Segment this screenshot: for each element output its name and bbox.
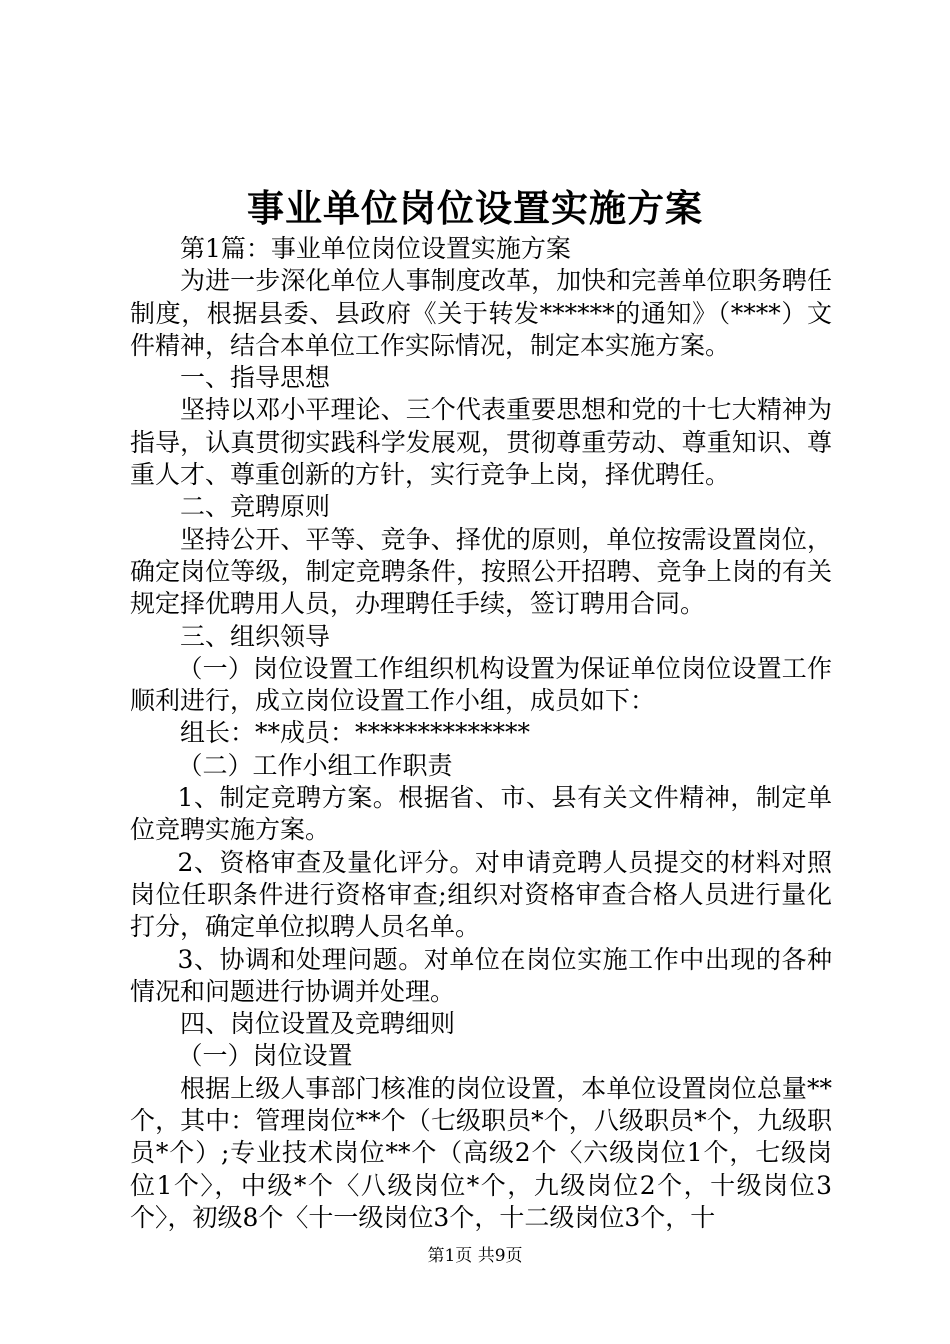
section-heading: 四、岗位设置及竞聘细则 <box>180 1009 456 1039</box>
body-paragraph: （一）岗位设置工作组织机构设置为保证单位岗位设置工作顺利进行，成立岗位设置工作小组，成员如下： <box>130 653 832 716</box>
body-paragraph: 2、资格审查及量化评分。对申请竞聘人员提交的材料对照岗位任职条件进行资格审查;组织对资格审查合格人员进行量化打分，确定单位拟聘人员名单。 <box>130 847 832 942</box>
body-paragraph: 3、协调和处理问题。对单位在岗位实施工作中出现的各种情况和问题进行协调并处理。 <box>130 944 832 1006</box>
body-paragraph: 根据上级人事部门核准的岗位设置，本单位设置岗位总量**个，其中：管理岗位**个（七级职员*个，八级职员*个，九级职员*个）;专业技术岗位**个（高级2个〈六级岗位1个，七级岗位1个〉，中级*个〈八级岗位*个，九级岗位2个，十级岗位3个〉，初级8个〈十一级岗位3个，十二级岗位3个，十 <box>130 1073 832 1232</box>
body-paragraph: 组长：**成员：************** <box>180 718 531 748</box>
section-heading: 二、竞聘原则 <box>180 492 331 522</box>
section-heading: （一）岗位设置 <box>177 1041 353 1071</box>
document-body <box>130 233 832 1234</box>
body-paragraph: 1、制定竞聘方案。根据省、市、县有关文件精神，制定单位竞聘实施方案。 <box>130 783 832 845</box>
section-heading: 一、指导思想 <box>180 363 331 393</box>
section-heading: 第1篇：事业单位岗位设置实施方案 <box>180 234 571 263</box>
body-paragraph: 坚持公开、平等、竞争、择优的原则，单位按需设置岗位，确定岗位等级，制定竞聘条件，按照公开招聘、竞争上岗的有关规定择优聘用人员，办理聘任手续，签订聘用合同。 <box>130 524 832 619</box>
document-title: 事业单位岗位设置实施方案 <box>247 186 703 230</box>
body-paragraph: 坚持以邓小平理论、三个代表重要思想和党的十七大精神为指导，认真贯彻实践科学发展观，贯彻尊重劳动、尊重知识、尊重人才、尊重创新的方针，实行竞争上岗，择优聘任。 <box>130 395 832 490</box>
page-footer: 第1页 共9页 <box>427 1246 523 1266</box>
body-paragraph: 为进一步深化单位人事制度改革，加快和完善单位职务聘任制度，根据县委、县政府《关于转发******的通知》（****）文件精神，结合本单位工作实际情况，制定本实施方案。 <box>130 266 832 360</box>
section-heading: 三、组织领导 <box>180 621 331 651</box>
section-heading: （二）工作小组工作职责 <box>177 750 453 780</box>
